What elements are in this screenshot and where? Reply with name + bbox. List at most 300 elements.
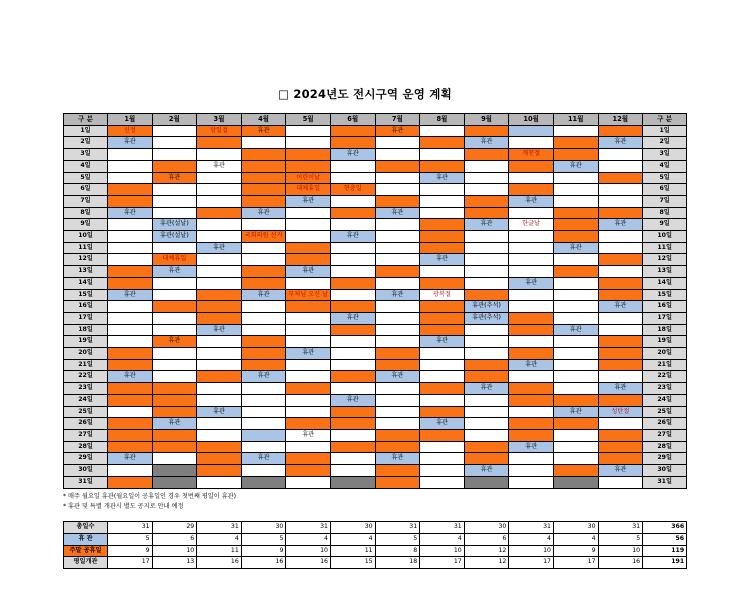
month-header: 5월 [286,114,331,126]
day-label: 15일 [64,289,108,301]
day-cell [197,289,242,301]
day-label: 10일 [64,231,108,243]
summary-value: 31 [197,522,242,534]
day-cell [464,441,509,453]
day-cell [420,277,465,289]
day-cell [509,231,554,243]
day-cell [553,172,598,184]
day-cell [152,312,197,324]
day-label: 24일 [64,394,108,406]
day-cell [330,231,375,243]
day-cell [108,418,153,430]
day-cell [241,324,286,336]
holiday-name: 대체휴일 [162,255,187,263]
day-cell [553,348,598,360]
summary-value: 4 [553,533,598,545]
closed-label: 휴관 [257,208,270,216]
summary-value: 31 [509,522,554,534]
day-cell [241,184,286,196]
day-label: 19일 [64,336,108,348]
day-cell [152,336,197,348]
day-cell [464,465,509,477]
day-cell [509,371,554,383]
day-cell [286,231,331,243]
day-cell [241,277,286,289]
holiday-name: 성탄절 [611,407,630,415]
day-label: 13일 [643,266,687,278]
day-label: 21일 [643,359,687,371]
day-cell [464,418,509,430]
day-label: 26일 [64,418,108,430]
summary-value: 9 [553,545,598,557]
day-cell [375,207,420,219]
day-label: 16일 [64,301,108,313]
day-cell [108,277,153,289]
day-label: 20일 [64,348,108,360]
closed-label: 휴관 [302,267,315,275]
day-cell [420,312,465,324]
closed-label: 휴관 [435,173,448,181]
day-label: 27일 [643,429,687,441]
day-cell [553,160,598,172]
day-cell [241,254,286,266]
day-cell [152,371,197,383]
month-header: 11월 [553,114,598,126]
day-cell [464,348,509,360]
day-cell [420,195,465,207]
day-cell [197,207,242,219]
closed-label: 휴관 [435,255,448,263]
day-cell [598,254,643,266]
day-cell [375,184,420,196]
day-cell [598,172,643,184]
day-cell [108,254,153,266]
summary-value: 10 [598,545,643,557]
day-row [64,231,687,243]
day-cell [197,359,242,371]
summary-value: 5 [598,533,643,545]
day-cell [464,242,509,254]
day-label: 11일 [64,242,108,254]
day-cell [286,324,331,336]
day-label: 14일 [64,277,108,289]
day-label: 7일 [64,195,108,207]
closed-label: 휴관 [525,196,538,204]
closed-label: 휴관 [614,466,627,474]
summary-label: 총일수 [64,522,108,534]
day-label: 22일 [643,371,687,383]
summary-value: 5 [108,533,153,545]
closed-label: 휴관 [391,126,404,134]
day-cell [598,453,643,465]
day-cell [286,301,331,313]
day-cell [108,371,153,383]
summary-value: 29 [152,522,197,534]
day-cell [286,207,331,219]
day-cell [598,371,643,383]
day-cell [598,348,643,360]
day-label: 28일 [64,441,108,453]
closed-label: 휴관 [213,325,225,333]
day-cell [241,266,286,278]
day-cell [286,465,331,477]
closed-label: 휴관 [123,290,136,298]
day-cell [197,149,242,161]
day-row [64,476,687,488]
month-header: 3월 [197,114,242,126]
day-cell [330,301,375,313]
day-cell [464,266,509,278]
summary-total: 191 [643,557,687,569]
day-label: 22일 [64,371,108,383]
day-cell [108,336,153,348]
day-cell [509,476,554,488]
day-cell [152,418,197,430]
day-cell [509,441,554,453]
summary-total: 56 [643,533,687,545]
day-cell [375,406,420,418]
summary-label: 주말 공휴일 [64,545,108,557]
day-cell [197,242,242,254]
day-cell [375,465,420,477]
day-cell [509,406,554,418]
day-cell [241,394,286,406]
day-cell [375,289,420,301]
day-cell [375,429,420,441]
closed-label: 휴관 [525,442,538,450]
day-cell [241,336,286,348]
day-label: 5일 [64,172,108,184]
day-row [64,184,687,196]
day-cell [553,406,598,418]
day-label: 1일 [64,125,108,137]
day-label: 23일 [643,383,687,395]
day-cell [286,348,331,360]
closed-label: 휴관 [346,232,359,240]
day-cell [420,149,465,161]
summary-row [64,533,687,545]
day-cell [197,266,242,278]
day-cell [108,394,153,406]
day-cell [286,160,331,172]
day-cell [330,359,375,371]
closed-label: 휴관 [525,278,538,286]
day-cell [553,301,598,313]
day-label: 14일 [643,277,687,289]
closed-label: 휴관 [525,360,538,368]
closed-label: 휴관 [480,138,493,146]
day-cell [464,371,509,383]
day-cell [152,465,197,477]
day-cell [464,406,509,418]
day-cell [152,289,197,301]
day-cell [509,289,554,301]
day-cell [553,453,598,465]
day-row [64,312,687,324]
day-cell [375,137,420,149]
summary-value: 6 [152,533,197,545]
day-cell [553,312,598,324]
day-cell [553,137,598,149]
closed-label: 휴관 [168,419,181,427]
day-row [64,301,687,313]
day-cell [197,441,242,453]
calendar-body [64,125,687,488]
closed-label: 휴관 [346,313,359,321]
day-cell [286,184,331,196]
summary-value: 11 [197,545,242,557]
day-cell [464,184,509,196]
day-cell [197,453,242,465]
summary-value: 4 [197,533,242,545]
day-cell [286,172,331,184]
day-cell [197,172,242,184]
day-label: 25일 [643,406,687,418]
day-row [64,254,687,266]
day-label: 3일 [643,149,687,161]
summary-total: 366 [643,522,687,534]
day-cell [464,231,509,243]
day-cell [197,312,242,324]
day-cell [598,160,643,172]
day-cell [509,324,554,336]
day-cell [152,254,197,266]
summary-value: 15 [330,557,375,569]
day-label: 20일 [643,348,687,360]
summary-value: 31 [598,522,643,534]
day-cell [197,125,242,137]
day-cell [420,453,465,465]
day-cell [286,137,331,149]
day-cell [464,383,509,395]
day-cell [330,242,375,254]
day-cell [420,465,465,477]
day-cell [330,465,375,477]
day-cell [420,160,465,172]
day-cell [464,394,509,406]
day-label: 31일 [64,476,108,488]
day-cell [375,371,420,383]
day-cell [420,219,465,231]
day-cell [509,137,554,149]
summary-value: 16 [241,557,286,569]
holiday-name: 국회의원 선거 [244,232,283,240]
day-cell [598,242,643,254]
holiday-name: 대체휴일 [296,185,321,193]
closed-label: 휴관 [391,454,404,462]
day-cell [553,125,598,137]
day-cell [286,359,331,371]
day-cell [108,324,153,336]
day-cell [286,125,331,137]
day-label: 17일 [643,312,687,324]
summary-label: 휴 관 [64,533,108,545]
day-row [64,348,687,360]
day-cell [108,219,153,231]
day-cell [197,429,242,441]
day-cell [420,289,465,301]
month-header: 8월 [420,114,465,126]
day-cell [241,207,286,219]
day-cell [553,418,598,430]
day-cell [464,149,509,161]
day-cell [375,301,420,313]
day-cell [598,324,643,336]
day-cell [598,406,643,418]
closed-label: 휴관 [346,150,359,158]
day-cell [286,406,331,418]
summary-value: 16 [286,557,331,569]
day-row [64,289,687,301]
day-row [64,441,687,453]
day-cell [420,324,465,336]
day-cell [420,441,465,453]
month-header: 4월 [241,114,286,126]
closed-label: 휴관 [391,290,404,298]
day-cell [152,348,197,360]
day-cell [420,371,465,383]
day-row [64,383,687,395]
day-cell [464,195,509,207]
day-cell [286,277,331,289]
summary-value: 31 [108,522,153,534]
day-cell [241,406,286,418]
day-cell [152,137,197,149]
day-cell [598,277,643,289]
summary-value: 30 [464,522,509,534]
day-cell [152,406,197,418]
day-cell [464,301,509,313]
day-label: 12일 [64,254,108,266]
day-cell [108,429,153,441]
closed-label: 휴관 [257,454,270,462]
day-label: 13일 [64,266,108,278]
summary-row [64,545,687,557]
summary-value: 5 [375,533,420,545]
day-cell [108,242,153,254]
calendar-table [63,113,687,489]
month-header: 7월 [375,114,420,126]
summary-value: 13 [152,557,197,569]
day-cell [509,160,554,172]
day-row [64,242,687,254]
day-cell [108,149,153,161]
day-cell [108,184,153,196]
day-cell [375,324,420,336]
day-cell [553,289,598,301]
day-row [64,277,687,289]
day-cell [241,383,286,395]
closed-label: 휴관 [480,466,493,474]
day-cell [286,336,331,348]
day-label: 17일 [64,312,108,324]
day-cell [330,137,375,149]
day-cell [420,418,465,430]
holiday-name: 삼일절 [210,126,228,134]
day-cell [553,476,598,488]
header-label-left: 구 분 [64,114,108,126]
day-row [64,195,687,207]
day-label: 2일 [64,137,108,149]
day-row [64,429,687,441]
closed-label: 휴관(추석) [472,302,501,310]
day-cell [330,394,375,406]
day-cell [152,359,197,371]
day-label: 4일 [64,160,108,172]
day-cell [286,195,331,207]
day-cell [197,160,242,172]
holiday-name: 어린이날 [296,173,321,181]
day-cell [286,149,331,161]
closed-label: 휴관 [302,196,315,204]
header-label-right: 구 분 [643,114,687,126]
day-label: 8일 [64,207,108,219]
day-cell [598,289,643,301]
day-cell [464,312,509,324]
day-cell [420,476,465,488]
day-cell [464,219,509,231]
day-cell [420,394,465,406]
day-cell [197,184,242,196]
day-cell [598,195,643,207]
day-cell [330,219,375,231]
day-row [64,336,687,348]
summary-value: 30 [241,522,286,534]
day-cell [553,195,598,207]
day-cell [330,348,375,360]
day-cell [197,336,242,348]
day-cell [286,219,331,231]
closed-label: 휴관(설날) [160,232,189,240]
day-cell [241,441,286,453]
holiday-name: 광복절 [432,290,451,298]
day-cell [598,219,643,231]
day-cell [241,219,286,231]
day-cell [598,266,643,278]
day-cell [553,277,598,289]
summary-value: 11 [330,545,375,557]
day-cell [598,429,643,441]
day-row [64,394,687,406]
closed-label: 휴관 [569,161,582,169]
day-cell [598,418,643,430]
day-cell [598,184,643,196]
day-cell [420,254,465,266]
day-label: 5일 [643,172,687,184]
day-label: 29일 [643,453,687,465]
closed-label: 휴관 [123,454,136,462]
day-cell [375,312,420,324]
closed-label: 휴관 [213,407,225,415]
day-cell [464,289,509,301]
day-cell [509,125,554,137]
day-cell [509,465,554,477]
day-cell [375,266,420,278]
day-label: 16일 [643,301,687,313]
day-cell [464,336,509,348]
day-cell [330,383,375,395]
summary-row [64,557,687,569]
summary-total: 119 [643,545,687,557]
day-cell [108,406,153,418]
day-cell [330,324,375,336]
day-cell [286,242,331,254]
day-cell [286,429,331,441]
day-label: 18일 [643,324,687,336]
day-cell [509,301,554,313]
day-cell [553,184,598,196]
day-cell [375,195,420,207]
